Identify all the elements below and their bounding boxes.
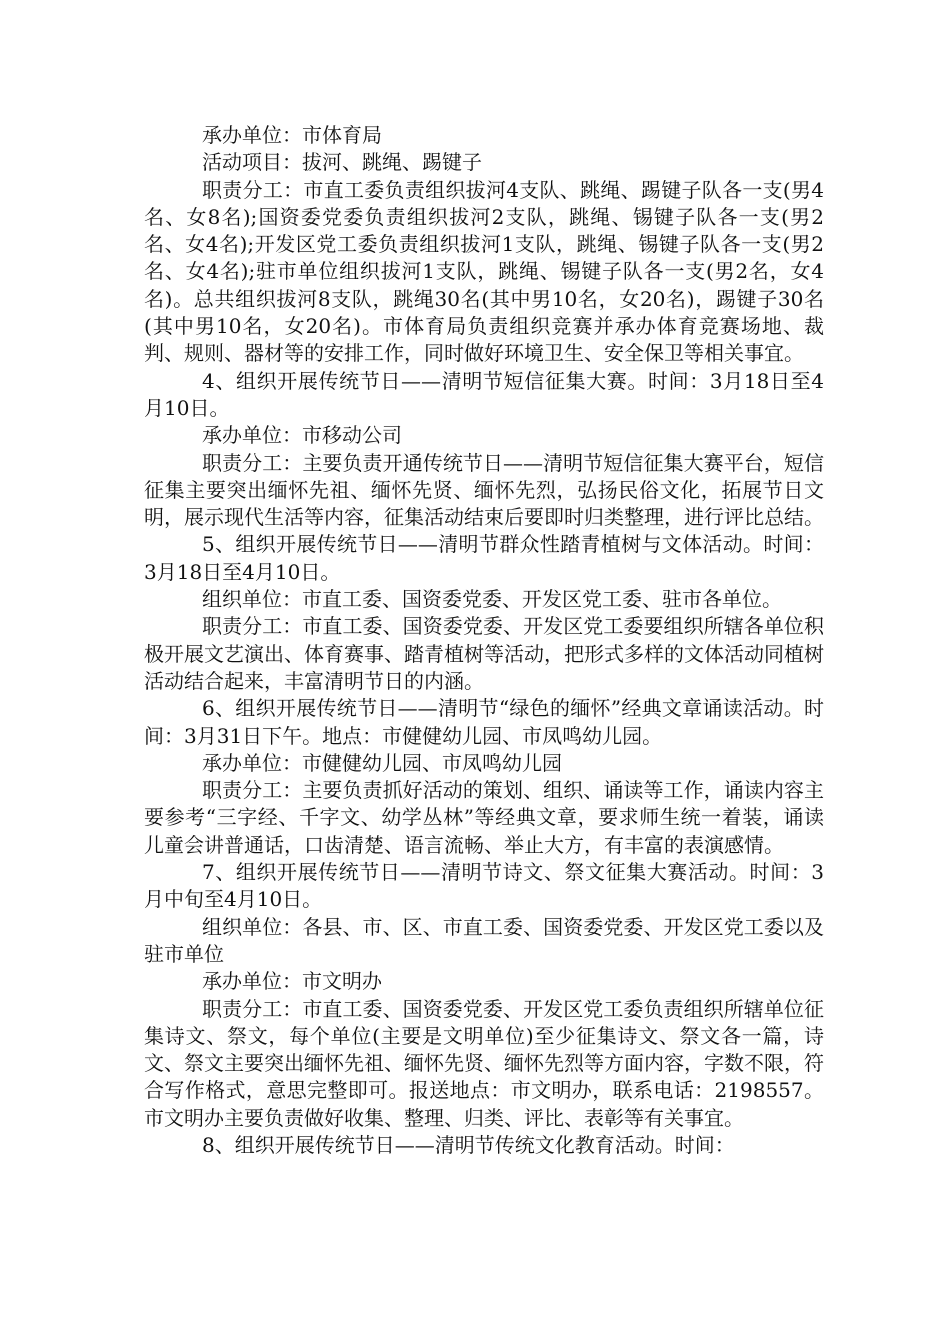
paragraph-organizers-item-7: 组织单位：各县、市、区、市直工委、国资委党委、开发区党工委以及驻市单位 [144,914,824,966]
paragraph-item-6-recitation: 6、组织开展传统节日——清明节“绿色的缅怀”经典文章诵读活动。时间：3月31日下午。地点：市健健幼儿园、市凤鸣幼儿园。 [144,696,824,748]
paragraph-host-unit-kindergartens: 承办单位：市健健幼儿园、市凤鸣幼儿园 [202,750,562,775]
paragraph-host-unit-mobile: 承办单位：市移动公司 [202,423,402,448]
paragraph-duties-item-5: 职责分工：市直工委、国资委党委、开发区党工委要组织所辖各单位积极开展文艺演出、体育赛事、踏青植树等活动，把形式多样的文体活动同植树活动结合起来，丰富清明节日的内涵。 [144,614,824,693]
paragraph-duties-sports: 职责分工：市直工委负责组织拔河4支队、跳绳、踢键子队各一支(男4名、女8名);国资委党委负责组织拔河2支队，跳绳、锡键子队各一支(男2名、女4名);开发区党工委负责组织拔河1支队，跳绳、锡键子队各一支(男2名、女4名);驻市单位组织拔河1支队，跳绳、锡键子队各一支(男2名，女4名)。总共组织拔河8支队，跳绳30名(其中男10名，女20名)，踢键子30名(其中男10名，女20名)。市体育局负责组织竞赛并承办体育竞赛场地、裁判、规则、器材等的安排工作，同时做好环境卫生、安全保卫等相关事宜。 [144,177,824,366]
paragraph-item-5-outing-planting: 5、组织开展传统节日——清明节群众性踏青植树与文体活动。时间：3月18日至4月10日。 [144,532,824,584]
document-body [144,122,824,1159]
paragraph-duties-poetry: 职责分工：市直工委、国资委党委、开发区党工委负责组织所辖单位征集诗文、祭文，每个单位(主要是文明单位)至少征集诗文、祭文各一篇，诗文、祭文主要突出缅怀先祖、缅怀先贤、缅怀先烈等方面内容，字数不限，符合写作格式，意思完整即可。报送地点：市文明办，联系电话：2198557。市文明办主要负责做好收集、整理、归类、评比、表彰等有关事宜。 [144,996,824,1130]
paragraph-item-8-culture-education: 8、组织开展传统节日——清明节传统文化教育活动。时间： [202,1132,735,1157]
paragraph-host-unit-sports: 承办单位：市体育局 [202,123,382,147]
paragraph-organizers-item-5: 组织单位：市直工委、国资委党委、开发区党工委、驻市各单位。 [202,587,782,612]
paragraph-duties-sms: 职责分工：主要负责开通传统节日——清明节短信征集大赛平台，短信征集主要突出缅怀先祖、缅怀先贤、缅怀先烈，弘扬民俗文化，拓展节日文明，展示现代生活等内容，征集活动结束后要即时归类整理，进行评比总结。 [144,450,824,530]
paragraph-host-unit-civilization-office: 承办单位：市文明办 [202,969,382,994]
paragraph-activity-items: 活动项目：拔河、跳绳、踢键子 [202,150,482,175]
paragraph-duties-recitation: 职责分工：主要负责抓好活动的策划、组织、诵读等工作，诵读内容主要参考“三字经、千字文、幼学丛林”等经典文章，要求师生统一着装，诵读儿童会讲普通话，口齿清楚、语言流畅、举止大方，有丰富的表演感情。 [144,778,824,857]
paragraph-item-7-poetry-contest: 7、组织开展传统节日——清明节诗文、祭文征集大赛活动。时间：3月中旬至4月10日。 [144,860,824,912]
paragraph-item-4-sms-contest: 4、组织开展传统节日——清明节短信征集大赛。时间：3月18日至4月10日。 [144,368,824,420]
